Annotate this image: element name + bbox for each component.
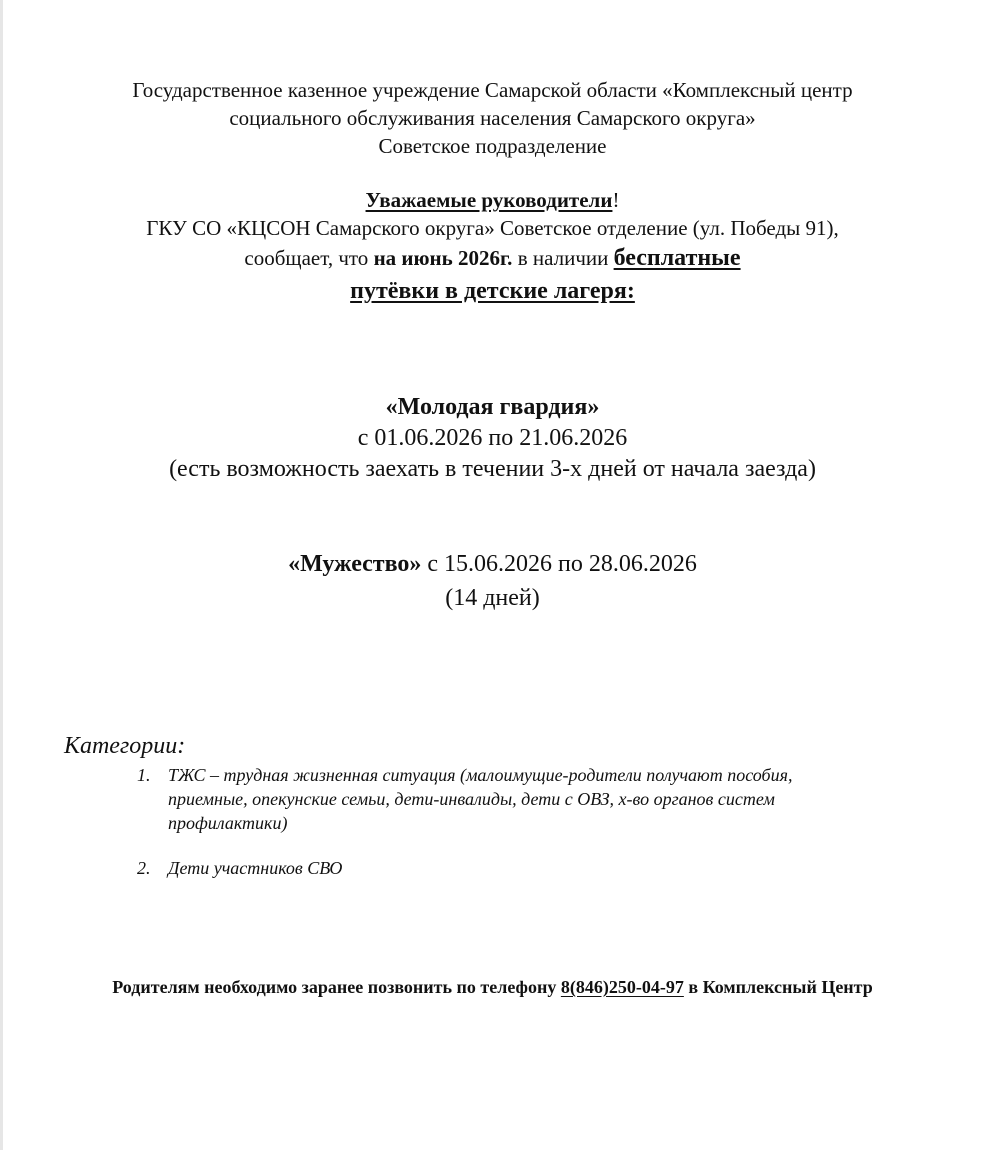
org-header-line-3: Советское подразделение xyxy=(378,134,607,158)
intro-line-1: ГКУ СО «КЦСОН Самарского округа» Советское отделение (ул. Победы 91), xyxy=(146,216,839,240)
list-item-number: 1. xyxy=(137,765,151,785)
org-header-line-2: социального обслуживания населения Самарского округа» xyxy=(229,106,756,130)
camp2-name: «Мужество» xyxy=(288,551,422,577)
intro-line-3: путёвки в детские лагеря: xyxy=(350,278,635,304)
camp2-dates: с 15.06.2026 по 28.06.2026 xyxy=(421,551,697,577)
intro-line-2 xyxy=(0,245,985,272)
phone-number: 8(846)250-04-97 xyxy=(560,977,684,997)
camp2-duration: (14 дней) xyxy=(445,585,540,611)
categories-title: Категории: xyxy=(64,733,186,759)
list-item-line-1: Дети участников СВО xyxy=(168,858,343,878)
greeting-mark: ! xyxy=(612,188,620,212)
footer-text-b: в Комплексный Центр xyxy=(683,977,873,997)
intro-text-a: сообщает, что xyxy=(244,246,374,270)
footer-text-a: Родителям необходимо заранее позвонить по телефону xyxy=(112,977,561,997)
intro-month: на июнь 2026г. xyxy=(373,246,513,270)
org-header-line-1: Государственное казенное учреждение Самарской области «Комплексный центр xyxy=(132,78,853,102)
footer-note xyxy=(0,977,985,998)
intro-free: бесплатные xyxy=(613,245,741,271)
camp1-note: (есть возможность заехать в течении 3-х дней от начала заезда) xyxy=(169,456,816,482)
greeting-text: Уважаемые руководители xyxy=(365,188,613,212)
greeting xyxy=(0,188,985,213)
intro-text-c: в наличии xyxy=(512,246,614,270)
camp1-name: «Молодая гвардия» xyxy=(385,394,600,420)
list-item-line-2: приемные, опекунские семьи, дети-инвалиды, дети с ОВЗ, х-во органов систем xyxy=(168,789,775,809)
list-item-line-3: профилактики) xyxy=(168,813,288,833)
list-item-line-1: ТЖС – трудная жизненная ситуация (малоимущие-родители получают пособия, xyxy=(168,765,793,785)
camp2-line xyxy=(0,551,985,578)
list-item-number: 2. xyxy=(137,858,151,878)
camp1-dates: с 01.06.2026 по 21.06.2026 xyxy=(357,425,628,451)
